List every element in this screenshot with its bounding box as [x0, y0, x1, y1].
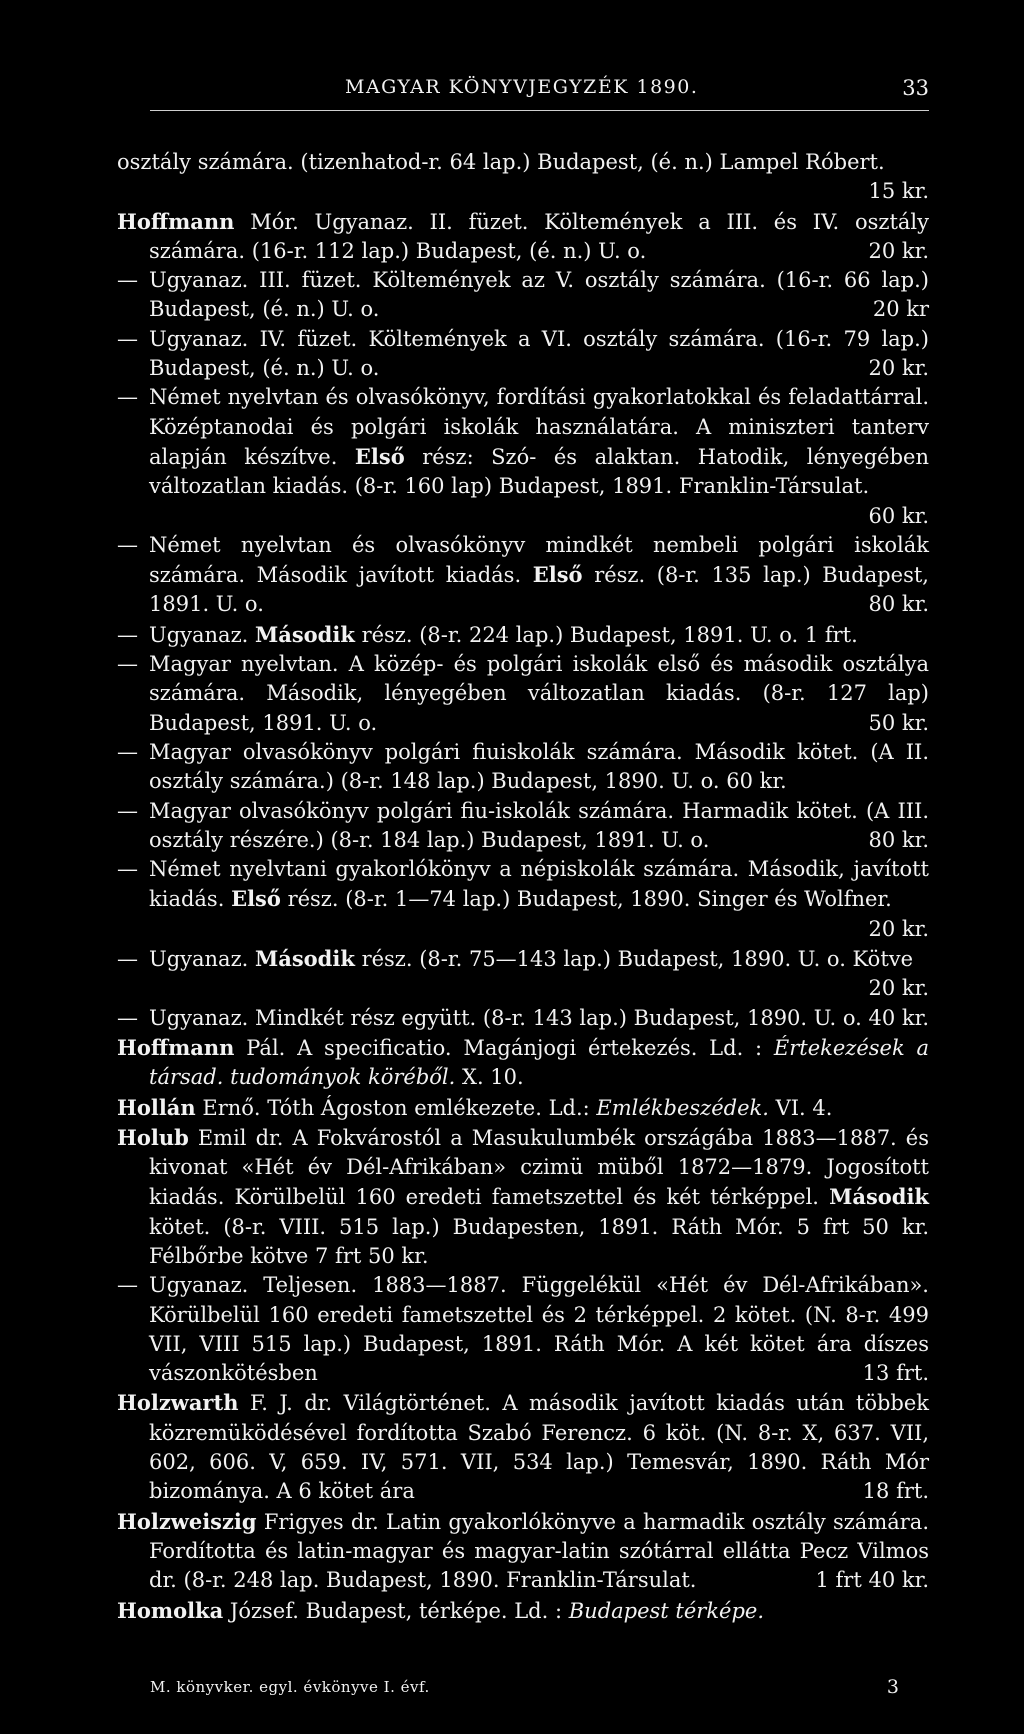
entry-text: Ugyanaz. IV. füzet. Költemények a VI. osztály számára. (16-r. 79 lap.) Budapest, (é. n.) U. o. — [149, 326, 929, 381]
entry-text: Német nyelvtan és olvasókönyv, fordítási gyakorlatokkal és feladattárral. Középtanodai és polgári iskolák használatára. A miniszteri tanterv alapján készítve. — [149, 385, 929, 469]
entry-price: 80 kr. — [868, 827, 929, 852]
entry-text: kötet. (8-r. VIII. 515 lap.) Budapesten, 1891. Ráth Mór. 5 frt 50 kr. Félbőrbe kötve 7 frt 50 kr. — [149, 1214, 929, 1268]
entry-reference: Értekezések a társad. tudományok köréből. — [149, 1035, 930, 1090]
entry-text: Magyar olvasókönyv polgári fiu-iskolák számára. Harmadik kötet. (A III. osztály részére.) (8-r. 184 lap.) Budapest, 1891. U. o. — [149, 798, 929, 852]
entry-dash: — — [117, 739, 138, 764]
entry-dash: — — [117, 798, 138, 823]
entry-author: Hoffmann — [117, 1034, 235, 1060]
entry-text: Frigyes dr. Latin gyakorlókönyve a harmadik osztály számára. Fordította és latin-magyar és magyar-latin szótárral ellátta Pecz Vilmos dr. (8-r. 248 lap. Budapest, 1890. Franklin-Társulat. — [149, 1509, 929, 1593]
catalog-entry — [117, 650, 929, 738]
entry-text: rész. (8-r. 224 lap.) Budapest, 1891. U. o. 1 frt. — [354, 622, 858, 647]
entry-price: 20 kr. — [868, 916, 929, 941]
entry-text: Mór. Ugyanaz. II. füzet. Költemények a III. és IV. osztály számára. (16-r. 112 lap.) Budapest, (é. n.) U. o. — [149, 209, 929, 263]
publisher-note: M. könyvker. egyl. évkönyve I. évf. — [150, 1678, 430, 1696]
catalog-entry — [117, 1123, 929, 1271]
entry-price: 50 kr. — [868, 710, 929, 735]
entry-dash: — — [117, 857, 138, 882]
entry-text: József. Budapest, térképe. Ld. : — [223, 1598, 569, 1623]
entry-dash: — — [117, 652, 138, 677]
entry-text: osztály számára. (tizenhatod-r. 64 lap.) Budapest, (é. n.) Lampel Róbert. — [117, 150, 885, 174]
entry-reference: Emlékbeszédek. — [596, 1095, 769, 1120]
entry-text: rész. (8-r. 1—74 lap.) Budapest, 1890. Singer és Wolfner. — [280, 887, 892, 912]
entry-dash: — — [117, 947, 138, 972]
entry-author: Homolka — [117, 1597, 224, 1623]
catalog-entry — [117, 266, 929, 325]
entry-price: 40 kr. — [868, 1005, 929, 1030]
entry-text: rész. (8-r. 135 lap.) Budapest, 1891. U. o. — [149, 563, 929, 617]
entry-price: 60 kr. — [868, 503, 929, 528]
running-header — [150, 76, 929, 106]
entry-author: Holub — [117, 1124, 189, 1150]
entry-author: Hollán — [117, 1094, 196, 1120]
entry-author: Holzwarth — [117, 1390, 239, 1416]
entry-text: Magyar olvasókönyv polgári fiuiskolák számára. Második kötet. (A II. osztály számára.) (8-r. 148 lap.) Budapest, 1890. U. o. 60 kr. — [149, 739, 929, 794]
entry-text: Pál. A specificatio. Magánjogi értekezés. Ld. : — [234, 1035, 774, 1060]
entry-part-bold: Első — [231, 886, 281, 912]
entry-text: Ugyanaz. III. füzet. Költemények az V. osztály számára. (16-r. 66 lap.) Budapest, (é. n.) U. o. — [149, 268, 929, 322]
catalog-entry — [117, 1093, 929, 1123]
entry-price: 20 kr. — [868, 976, 929, 1001]
entry-dash: — — [117, 1005, 138, 1030]
catalog-entry — [117, 620, 929, 650]
catalog-entry — [117, 148, 929, 207]
entry-part-bold: Első — [354, 443, 405, 469]
entry-text: VI. 4. — [768, 1095, 833, 1120]
catalog-entry — [117, 1004, 929, 1033]
entry-dash: — — [117, 622, 138, 647]
page-number: 33 — [902, 76, 929, 100]
catalog-entry — [117, 1596, 929, 1626]
catalog-entry — [117, 1388, 929, 1506]
entry-price: 13 frt. — [862, 1361, 929, 1386]
entry-text: Ernő. Tóth Ágoston emlékezete. Ld.: — [195, 1095, 597, 1120]
entry-price: 20 kr — [872, 297, 929, 322]
entry-part-bold: Első — [532, 562, 583, 588]
catalog-entry — [117, 1507, 929, 1596]
entry-text: Német nyelvtani gyakorlókönyv a népiskolák számára. Második, javított kiadás. — [149, 857, 929, 912]
catalog-entry — [117, 797, 929, 856]
entry-text: Emil dr. A Fokvárostól a Masukulumbék országába 1883—1887. és kivonat «Hét év Dél-Afrikában» czimü müből 1872—1879. Jogosított kiadás. Körülbelül 160 eredeti fametszettel és két térképpel. — [149, 1125, 929, 1210]
header-rule — [150, 110, 929, 111]
entry-price: 20 kr. — [868, 238, 929, 263]
catalog-entries — [117, 148, 929, 1626]
entry-author: Hoffmann — [117, 208, 235, 234]
entry-dash: — — [117, 326, 138, 351]
entry-dash: — — [117, 1273, 138, 1298]
catalog-entry — [117, 738, 929, 797]
catalog-entry — [117, 531, 929, 620]
entry-text: X. 10. — [455, 1065, 524, 1090]
entry-reference: Budapest térképe. — [568, 1598, 765, 1623]
catalog-entry — [117, 383, 929, 530]
entry-price: 80 kr. — [868, 592, 929, 617]
entry-part-bold: Második — [254, 621, 355, 647]
entry-text: Ugyanaz. — [149, 947, 255, 972]
entry-price: 20 kr. — [868, 356, 929, 381]
catalog-entry — [117, 325, 929, 384]
catalog-entry — [117, 207, 929, 267]
running-title: MAGYAR KÖNYVJEGYZÉK 1890. — [345, 76, 699, 98]
entry-price: 1 frt 40 kr. — [815, 1568, 929, 1593]
entry-price: 18 frt. — [862, 1479, 929, 1504]
entry-text: Német nyelvtan és olvasókönyv mindkét nembeli polgári iskolák számára. Második javított kiadás. — [149, 532, 929, 588]
catalog-entry — [117, 1033, 929, 1093]
catalog-entry — [117, 855, 929, 944]
entry-part-bold: Második — [829, 1184, 929, 1210]
entry-price: 15 kr. — [868, 179, 929, 204]
signature-mark: 3 — [886, 1676, 899, 1698]
entry-text: F. J. dr. Világtörténet. A második javított kiadás után többek közremüködésével fordította Szabó Ferencz. 6 köt. (N. 8-r. X, 637. VII, 602, 606. V, 659. IV, 571. VII, 534 lap.) Temesvár, 1890. Ráth Mór bizománya. A 6 kötet ára — [149, 1391, 929, 1504]
entry-part-bold: Második — [254, 946, 355, 972]
entry-text: Ugyanaz. — [149, 622, 255, 647]
catalog-entry — [117, 944, 929, 1004]
entry-author: Holzweiszig — [117, 1508, 257, 1534]
entry-dash: — — [117, 268, 138, 293]
entry-dash: — — [117, 385, 138, 410]
entry-text: Ugyanaz. Teljesen. 1883—1887. Függelékül «Hét év Dél-Afrikában». Körülbelül 160 eredeti fametszettel és 2 térképpel. 2 kötet. (N. 8-r. 499 VII, VIII 515 lap.) Budapest, 1891. Ráth Mór. A két kötet ára díszes vászonkötésben — [149, 1273, 929, 1386]
entry-text: rész. (8-r. 75—143 lap.) Budapest, 1890. U. o. Kötve — [354, 947, 914, 972]
entry-text: rész: Szó- és alaktan. Hatodik, lényegében változatlan kiadás. (8-r. 160 lap) Budapest, 1891. Franklin-Társulat. — [149, 444, 929, 499]
entry-text: Ugyanaz. Mindkét rész együtt. (8-r. 143 lap.) Budapest, 1890. U. o. — [149, 1005, 862, 1030]
entry-text: Magyar nyelvtan. A közép- és polgári iskolák első és második osztálya számára. Második, lényegében változatlan kiadás. (8-r. 127 lap) Budapest, 1891. U. o. — [149, 652, 929, 735]
catalog-entry — [117, 1271, 929, 1388]
entry-dash: — — [117, 532, 138, 557]
